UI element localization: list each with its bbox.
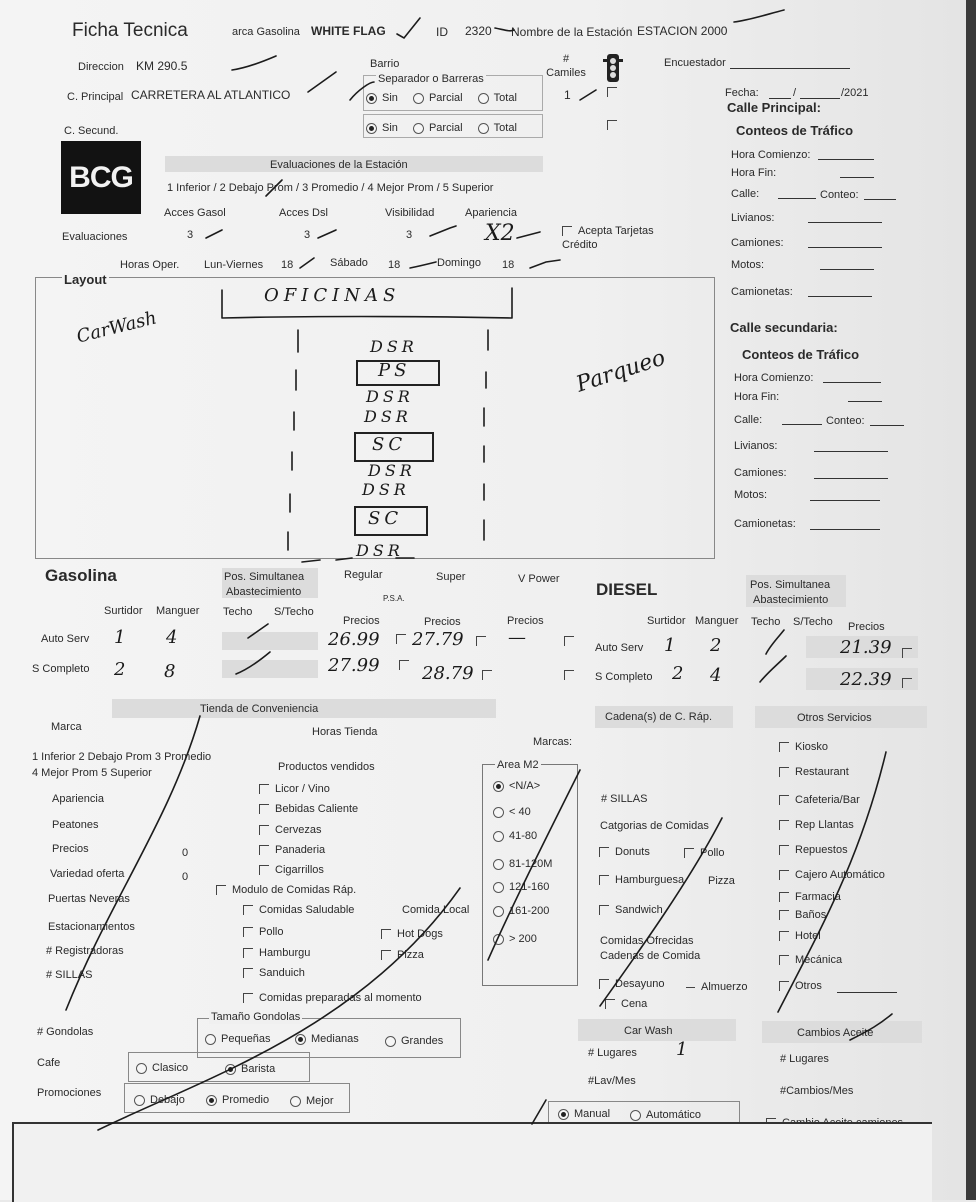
comida-local-label: Comida Local [402,904,470,916]
dsl-techo: Techo [751,616,781,628]
carwash-lugares: # Lugares [588,1047,637,1059]
eval-col-gasol: Acces Gasol [164,207,226,219]
comida-pollo-label: Pollo [259,926,284,938]
camiles-label: # Camiles [546,53,586,79]
tienda-marca: Marca [51,721,82,733]
otros-mecanica-label: Mecánica [795,954,843,966]
otros-otros-label: Otros [795,980,822,992]
gas-regular: Regular [344,569,383,581]
diesel-title: DIESEL [596,580,658,599]
camiles-value: 1 [564,88,571,102]
bcg-logo: BCG [61,141,141,214]
eval-scale: 1 Inferior / 2 Debajo Prom / 3 Promedio / 4 Mejor Prom / 5 Superior [167,182,494,194]
eval-col-dsl: Acces Dsl [279,207,328,219]
gas-manguer: Manguer [156,605,200,617]
principal-value: CARRETERA AL ATLANTICO [131,88,291,102]
carwash-lavmes: #Lav/Mes [588,1075,636,1087]
tamano-grandes-label: Grandes [401,1035,444,1047]
comida-saludable-label: Comidas Saludable [259,904,355,916]
motos-2: Motos: [734,489,768,501]
dsl-sc-surtidor: 2 [672,663,684,684]
gas-precios-3: Precios [507,615,544,627]
isla3-top: DSR [362,480,410,499]
oficinas-hw: OFICINAS [264,285,401,306]
secund-label: C. Secund. [64,125,119,137]
tarjetas-label: Acepta Tarjetas Crédito [562,225,654,251]
gas-auto-serv: Auto Serv [41,633,90,645]
row-sillas: # SILLAS [46,969,93,981]
otros-farmacia-label: Farmacia [795,891,841,903]
row-variedad-value: 0 [182,871,189,883]
isla3-label: SC [368,508,403,529]
gas-as-manguer: 4 [166,627,178,648]
carwash-lugares-hw: 1 [676,1039,688,1060]
isla2-label: SC [372,434,407,455]
gas-sc-surtidor: 2 [114,659,126,680]
row-precios-value: 0 [182,847,189,859]
gas-super: Super [436,571,466,583]
dsl-sc-manguer: 4 [710,665,722,686]
cat-donuts-label: Donuts [615,846,650,858]
tamano-pequenas-label: Pequeñas [221,1033,271,1045]
calle-1: Calle: [731,188,760,200]
cafe-clasico-label: Clasico [152,1062,189,1074]
dsl-auto-serv: Auto Serv [595,642,644,654]
gas-vpower: V Power [518,573,560,585]
eval-apariencia-hw: X2 [485,221,515,246]
promo-debajo-label: Debajo [150,1094,185,1106]
conteos-heading-1: Conteos de Tráfico [736,123,854,138]
total-label-2: Total [493,122,517,134]
prod-cervezas-label: Cervezas [275,824,322,836]
dsl-surtidor: Surtidor [647,615,686,627]
eval-label: Evaluaciones [62,231,128,243]
sin-label: Sin [382,92,398,104]
comida-sanduich-label: Sanduich [259,967,305,979]
isla2-top: DSR [364,407,412,426]
hora-comienzo-1: Hora Comienzo: [731,149,811,161]
gas-surtidor: Surtidor [104,605,143,617]
dsl-as-surtidor: 1 [664,635,676,656]
modulo-label: Modulo de Comidas Ráp. [232,884,357,896]
cadena-cena-label: Cena [621,998,648,1010]
encuestador-label: Encuestador [664,57,726,69]
tienda-horas: Horas Tienda [312,726,378,738]
area-40-label: < 40 [509,806,531,818]
area-161-200-label: 161-200 [509,905,550,917]
gas-s-completo: S Completo [32,663,90,675]
row-registradoras: # Registradoras [46,945,124,957]
hora-fin-2: Hora Fin: [734,391,780,403]
cat-pollo-label: Pollo [700,847,725,859]
livianos-1: Livianos: [731,212,775,224]
tamano-label: Tamaño Gondolas [211,1011,301,1023]
isla1-top: DSR [370,337,418,356]
cafe-label: Cafe [37,1057,61,1069]
carwash-hw: CarWash [74,307,159,348]
otros-cajero-label: Cajero Automático [795,869,885,881]
dsl-abast: Abastecimiento [753,594,829,606]
promo-promedio-label: Promedio [222,1094,270,1106]
promo-label: Promociones [37,1087,102,1099]
gas-as-surtidor: 1 [114,627,126,648]
dsl-precios: Precios [848,621,885,633]
gasolina-title: Gasolina [45,566,117,585]
sab-label: Sábado [330,257,368,269]
promo-mejor-label: Mejor [306,1095,334,1107]
camionetas-1: Camionetas: [731,286,793,298]
total-label: Total [493,92,517,104]
isla1-bot: DSR [366,387,414,406]
eval-col-visibilidad: Visibilidad [385,207,435,219]
lv-label: Lun-Viernes [204,259,264,271]
camiones-2: Camiones: [734,467,787,479]
area-121-160-label: 121-160 [509,881,550,893]
prod-cigarrillos-label: Cigarrillos [275,864,324,876]
row-precios: Precios [52,843,89,855]
conteo-2: Conteo: [826,415,865,427]
gas-sc-manguer: 8 [164,661,176,682]
cadena-title: Cadena(s) de C. Ráp. [605,711,712,723]
marcas-label: Marcas: [533,736,573,748]
area-81-120-label: 81-120M [509,858,553,870]
direccion-label: Direccion [78,61,124,73]
separador-label: Separador o Barreras [378,73,484,85]
cadena-sillas: # SILLAS [601,793,648,805]
direccion-value: KM 290.5 [136,59,188,73]
carwash-automatico-label: Automático [646,1109,702,1121]
row-estacionamientos: Estacionamientos [48,921,135,933]
horas-label: Horas Oper. [120,259,180,271]
cadena-desayuno-label: Desayuno [615,978,665,990]
otros-kiosko-label: Kiosko [795,741,829,753]
hora-comienzo-2: Hora Comienzo: [734,372,814,384]
sab-value: 18 [388,259,401,271]
gondolas-label: # Gondolas [37,1026,94,1038]
eval-title: Evaluaciones de la Estación [270,159,408,171]
eval-gasol-value: 3 [187,229,194,241]
parcial-label: Parcial [428,92,463,104]
prod-bebidas-label: Bebidas Caliente [275,803,359,815]
dsl-sc-precio: 22.39 [840,669,892,690]
carwash-manual-label: Manual [574,1108,611,1120]
otros-repuestos-label: Repuestos [795,844,848,856]
row-puertas: Puertas Neveras [48,893,130,905]
productos-label: Productos vendidos [278,761,375,773]
conteos-heading-2: Conteos de Tráfico [742,347,860,362]
form-title: Ficha Tecnica [72,20,188,41]
otros-llantas-label: Rep Llantas [795,819,854,831]
dom-label: Domingo [437,257,482,269]
dsl-as-precio: 21.39 [840,637,892,658]
carwash-title: Car Wash [624,1025,673,1037]
isla3-bot: DSR [356,541,404,560]
local-pizza-label: Pizza [397,949,424,961]
gas-abast: Abastecimiento [226,586,302,598]
dsl-s-completo: S Completo [595,671,653,683]
gas-sc-super: 28.79 [422,663,474,684]
dom-value: 18 [502,259,515,271]
area-title: Area M2 [497,759,539,771]
fecha-label: Fecha: [725,87,759,99]
isla1-label: PS [378,360,411,381]
isla2-bot: DSR [368,461,416,480]
gas-psa: P.S.A. [383,594,405,603]
row-variedad: Variedad oferta [50,868,125,880]
gas-sc-regular: 27.99 [328,655,380,676]
calle-principal-heading: Calle Principal: [727,100,821,115]
comida-preparada-label: Comidas preparadas al momento [259,992,422,1004]
cafe-barista-label: Barista [241,1063,276,1075]
tamano-medianas-label: Medianas [311,1033,359,1045]
dsl-stecho: S/Techo [793,616,833,628]
parqueo-hw: Parqueo [573,345,669,398]
gas-as-vpower: — [508,627,526,648]
id-label: ID [436,25,448,39]
cadena-almuerzo-label: Almuerzo [701,981,748,993]
lv-value: 18 [281,259,294,271]
cadena-categorias: Catgorias de Comidas [600,820,709,832]
tienda-title: Tienda de Conveniencia [200,703,319,715]
cat-hamburguesa-label: Hamburguesa [615,874,685,886]
fecha-year: /2021 [841,87,869,99]
gas-as-regular: 26.99 [328,629,380,650]
cadena-ofrecidas: Comidas Ofrecidas [600,935,694,947]
tienda-scale-1: 1 Inferior 2 Debajo Prom 3 Promedio [32,751,212,763]
otros-cafeteria-label: Cafeteria/Bar [795,794,860,806]
principal-label: C. Principal [67,91,124,103]
area-41-80-label: 41-80 [509,830,538,842]
area-na-label: <N/A> [509,780,541,792]
prod-panaderia-label: Panaderia [275,844,326,856]
estacion-label: Nombre de la Estación [511,25,633,39]
otros-banos-label: Baños [795,909,827,921]
gas-precios-1: Precios [343,615,380,627]
calle-2: Calle: [734,414,763,426]
aceite-title: Cambios Aceite [797,1027,874,1039]
otros-hotel-label: Hotel [795,930,821,942]
area-200-label: > 200 [509,933,537,945]
comida-hamburgu-label: Hamburgu [259,947,311,959]
layout-label: Layout [64,272,107,287]
id-value: 2320 [465,24,492,38]
cat-sandwich-label: Sandwich [615,904,663,916]
local-hotdogs-label: Hot Dogs [397,928,443,940]
marca-value: WHITE FLAG [311,24,386,38]
eval-col-apariencia: Apariencia [465,207,517,219]
camionetas-2: Camionetas: [734,518,796,530]
eval-dsl-value: 3 [304,229,311,241]
dsl-manguer: Manguer [695,615,739,627]
prod-licor-label: Licor / Vino [275,783,330,795]
tienda-scale-2: 4 Mejor Prom 5 Superior [32,767,152,779]
gas-pos-sim: Pos. Simultanea [224,571,305,583]
cat-pizza-label: Pizza [708,875,735,887]
camiones-1: Camiones: [731,237,784,249]
aceite-cambios: #Cambios/Mes [780,1085,854,1097]
otros-title: Otros Servicios [797,712,872,724]
cadena-cadenas: Cadenas de Comida [600,950,701,962]
gas-precios-2: Precios [424,616,461,628]
row-apariencia: Apariencia [52,793,104,805]
row-peatones: Peatones [52,819,99,831]
gas-techo: Techo [223,606,253,618]
barrio-label: Barrio [370,58,400,70]
sin-label-2: Sin [382,122,398,134]
aceite-lugares: # Lugares [780,1053,829,1065]
livianos-2: Livianos: [734,440,778,452]
conteo-1: Conteo: [820,189,859,201]
dsl-pos-sim: Pos. Simultanea [750,579,831,591]
parcial-label-2: Parcial [428,122,463,134]
calle-secundaria-heading: Calle secundaria: [730,320,838,335]
estacion-value: ESTACION 2000 [637,24,728,38]
hora-fin-1: Hora Fin: [731,167,777,179]
eval-visibilidad-value: 3 [406,229,413,241]
motos-1: Motos: [731,259,765,271]
otros-restaurant-label: Restaurant [795,766,849,778]
gas-stecho: S/Techo [274,606,314,618]
gas-as-super: 27.79 [412,629,464,650]
dsl-as-manguer: 2 [710,635,722,656]
marca-label: arca Gasolina [232,26,300,38]
